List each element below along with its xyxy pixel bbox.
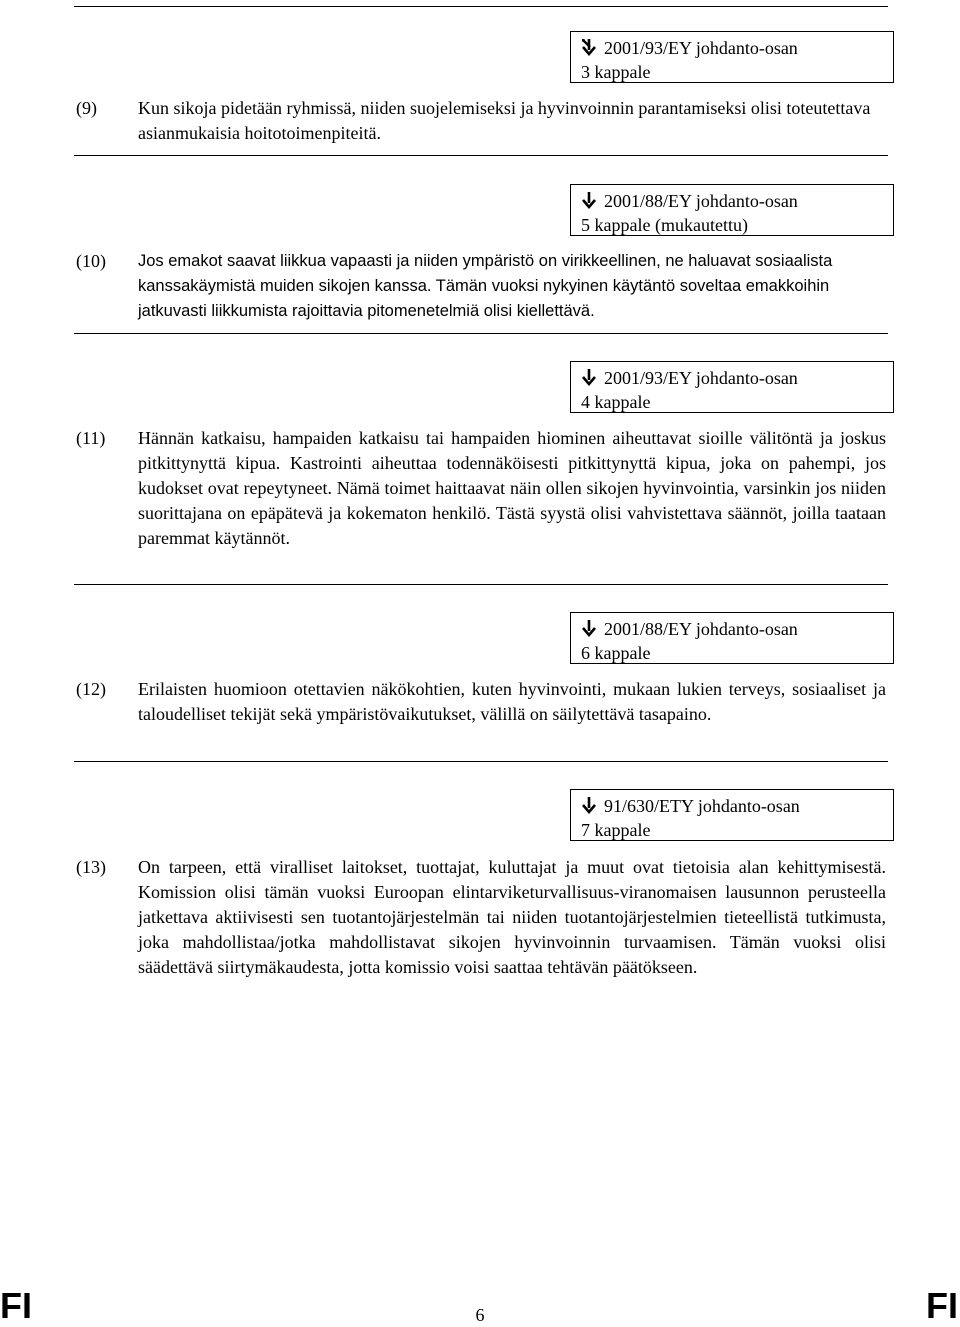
recital-number: (13) — [76, 857, 106, 877]
recital-9 — [76, 96, 886, 146]
recital-10 — [76, 249, 886, 324]
footer-language-left: FI — [0, 1285, 32, 1326]
reference-box — [570, 789, 894, 841]
separator-rule — [74, 6, 888, 7]
separator-rule — [74, 333, 888, 334]
separator-rule — [74, 155, 888, 156]
reference-paragraph: 7 kappale — [581, 820, 651, 840]
page-number: 6 — [475, 1305, 485, 1325]
reference-paragraph: 5 kappale (mukautettu) — [581, 215, 748, 235]
reference-paragraph: 4 kappale — [581, 392, 651, 412]
recital-number: (10) — [76, 251, 106, 271]
reference-source: 91/630/ETY johdanto-osan — [604, 796, 800, 816]
reference-source: 2001/93/EY johdanto-osan — [604, 38, 798, 58]
footer-language-right: FI — [926, 1285, 958, 1326]
reference-source: 2001/88/EY johdanto-osan — [604, 619, 798, 639]
arrow-down-icon — [581, 796, 601, 814]
separator-rule — [74, 761, 888, 762]
recital-text: Kun sikoja pidetään ryhmissä, niiden suojelemiseksi ja hyvinvoinnin parantamiseksi olisi toteutettava asianmukaisia hoitotoimenpiteitä. — [138, 98, 871, 143]
reference-box — [570, 184, 894, 236]
recital-number: (9) — [76, 98, 97, 118]
recital-text: On tarpeen, että viralliset laitokset, tuottajat, kuluttajat ja muut ovat tietoisia alan kehittymisestä. Komission olisi tämän vuoksi Euroopan elintarviketurvallisuus-viranomaisen lausunnon perusteella jatkettava aktiivisesti sen tuotantojärjestelmän tai niiden tuotantojärjestelmien tieteellistä tutkimusta, joka mahdollistaa/jotka mahdollistavat sikojen hyvinvoinnin turvaamisen. Tämän vuoksi olisi säädettävä siirtymäkaudesta, jotta komissio voisi saattaa tehtävän päätökseen. — [138, 857, 886, 977]
arrow-down-icon — [581, 619, 601, 637]
recital-number: (11) — [76, 428, 106, 448]
recital-number: (12) — [76, 679, 106, 699]
recital-text: Erilaisten huomioon otettavien näkökohtien, kuten hyvinvointi, mukaan lukien terveys, sosiaaliset ja taloudelliset tekijät sekä ympäristövaikutukset, välillä on säilytettävä tasapaino. — [138, 679, 886, 724]
reference-box — [570, 361, 894, 413]
recital-text: Hännän katkaisu, hampaiden katkaisu tai hampaiden hiominen aiheuttavat sioille välitöntä ja joskus pitkittynyttä kipua. Kastrointi aiheuttaa todennäköisesti pitkittynyttä kipua, joka on pahempi, jos kudokset ovat repeytyneet. Nämä toimet haittaavat näin ollen sikojen hyvinvointia, varsinkin jos niiden suorittajana on epäpätevä ja kokematon henkilö. Tästä syystä olisi vahvistettava säännöt, joilla taataan paremmat käytännöt. — [138, 428, 886, 548]
reference-box — [570, 612, 894, 664]
reference-paragraph: 6 kappale — [581, 643, 651, 663]
recital-11 — [76, 426, 886, 551]
reference-source: 2001/88/EY johdanto-osan — [604, 191, 798, 211]
arrow-down-icon — [581, 38, 601, 56]
arrow-down-icon — [581, 191, 601, 209]
arrow-down-icon — [581, 368, 601, 386]
reference-source: 2001/93/EY johdanto-osan — [604, 368, 798, 388]
reference-box — [570, 31, 894, 83]
recital-text: Jos emakot saavat liikkua vapaasti ja niiden ympäristö on virikkeellinen, ne haluavat sosiaalista kanssakäymistä muiden sikojen kanssa. Tämän vuoksi nykyinen käytäntö soveltaa emakkoihin jatkuvasti liikkumista rajoittavia pitomenetelmiä olisi kiellettävä. — [138, 252, 833, 320]
recital-12 — [76, 677, 886, 727]
separator-rule — [74, 584, 888, 585]
recital-13 — [76, 855, 886, 980]
reference-paragraph: 3 kappale — [581, 62, 651, 82]
